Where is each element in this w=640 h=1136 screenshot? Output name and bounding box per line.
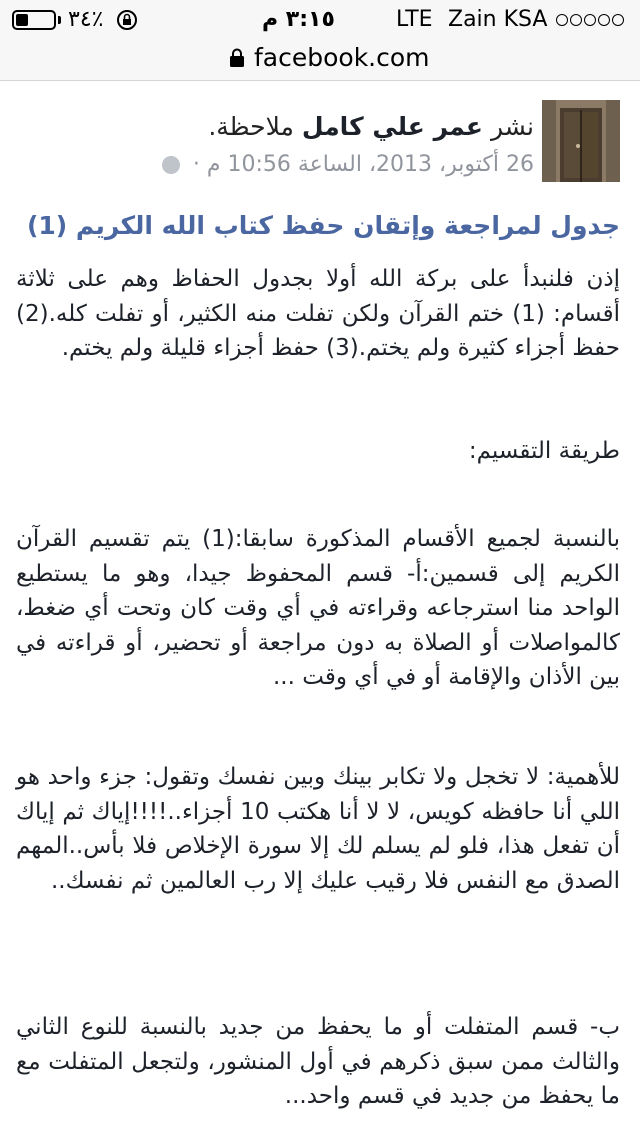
status-time: ٣:١٥ م [262, 7, 335, 32]
byline-prefix: نشر [490, 112, 534, 141]
author-name-link[interactable]: عمر علي كامل [301, 112, 483, 141]
signal-dot [556, 14, 568, 26]
post-date[interactable]: 26 أكتوبر، 2013، الساعة 10:56 م · [192, 152, 534, 177]
author-avatar[interactable] [542, 100, 620, 182]
note-paragraph-3: بالنسبة لجميع الأقسام المذكورة سابقا:(1) يتم تقسيم القرآن الكريم إلى قسمين:أ- قسم المحفوظ جيدا، وهو ما يستطيع الواحد منا استرجاعه وقراءته في أي وقت كان وتحت أي ضغط، كالمواصلات أو الصلاة به دون مراجعة أو تحضير، أو قراءته في بين الأذان والإقامة أو في أي وقت ... [16, 526, 620, 690]
note-paragraph-5: ب- قسم المتفلت أو ما يحفظ من جديد بالنسبة للنوع الثاني والثالث ممن سبق ذكرهم في أول المنشور، ولتجعل المتفلت مع ما يحفظ من جديد في قسم واحد... [16, 1014, 620, 1109]
network-type: LTE [396, 7, 433, 32]
note-paragraph-1: إذن فلنبدأ على بركة الله أولا بجدول الحفاظ وهم على ثلاثة أقسام: (1) ختم القرآن ولكن تفلت منه الكثير، أو تفلت كله.(2) حفظ أجزاء كثيرة ولم يختم.(3) حفظ أجزاء قليلة ولم يختم. [16, 266, 620, 361]
battery-tip [58, 16, 61, 24]
status-bar [0, 0, 640, 40]
note-paragraph-2: طريقة التقسيم: [468, 438, 620, 464]
url-text[interactable]: facebook.com [254, 43, 430, 72]
signal-dot [598, 14, 610, 26]
signal-dot [584, 14, 596, 26]
rotation-lock-icon [116, 9, 138, 31]
note-title: جدول لمراجعة وإتقان حفظ كتاب الله الكريم (1) [26, 211, 620, 240]
post-byline [208, 110, 534, 144]
note-paragraph-4: للأهمية: لا تخجل ولا تكابر بينك وبين نفسك وتقول: جزء واحد هو اللي أنا حافظه كويس، لا لا أنا هكتب 10 أجزاء..!!!!إياك ثم إياك أن تفعل هذا، فلو لم يسلم لك إلا سورة الإخلاص فلا بأس..المهم الصدق مع النفس فلا رقيب عليك إلا رب العالمين ثم نفسك.. [16, 764, 620, 894]
battery-icon [12, 10, 56, 30]
battery-level [16, 14, 28, 26]
battery-percent: ٣٤٪ [68, 7, 104, 32]
signal-dot [612, 14, 624, 26]
signal-dot [570, 14, 582, 26]
carrier-name: Zain KSA [448, 7, 548, 32]
byline-suffix: ملاحظة. [208, 112, 294, 141]
address-bar[interactable] [0, 40, 640, 81]
globe-icon [162, 156, 180, 174]
signal-strength-icon [556, 14, 624, 26]
door-photo-icon [542, 100, 620, 182]
lock-icon [229, 48, 245, 68]
post-meta [162, 150, 534, 180]
